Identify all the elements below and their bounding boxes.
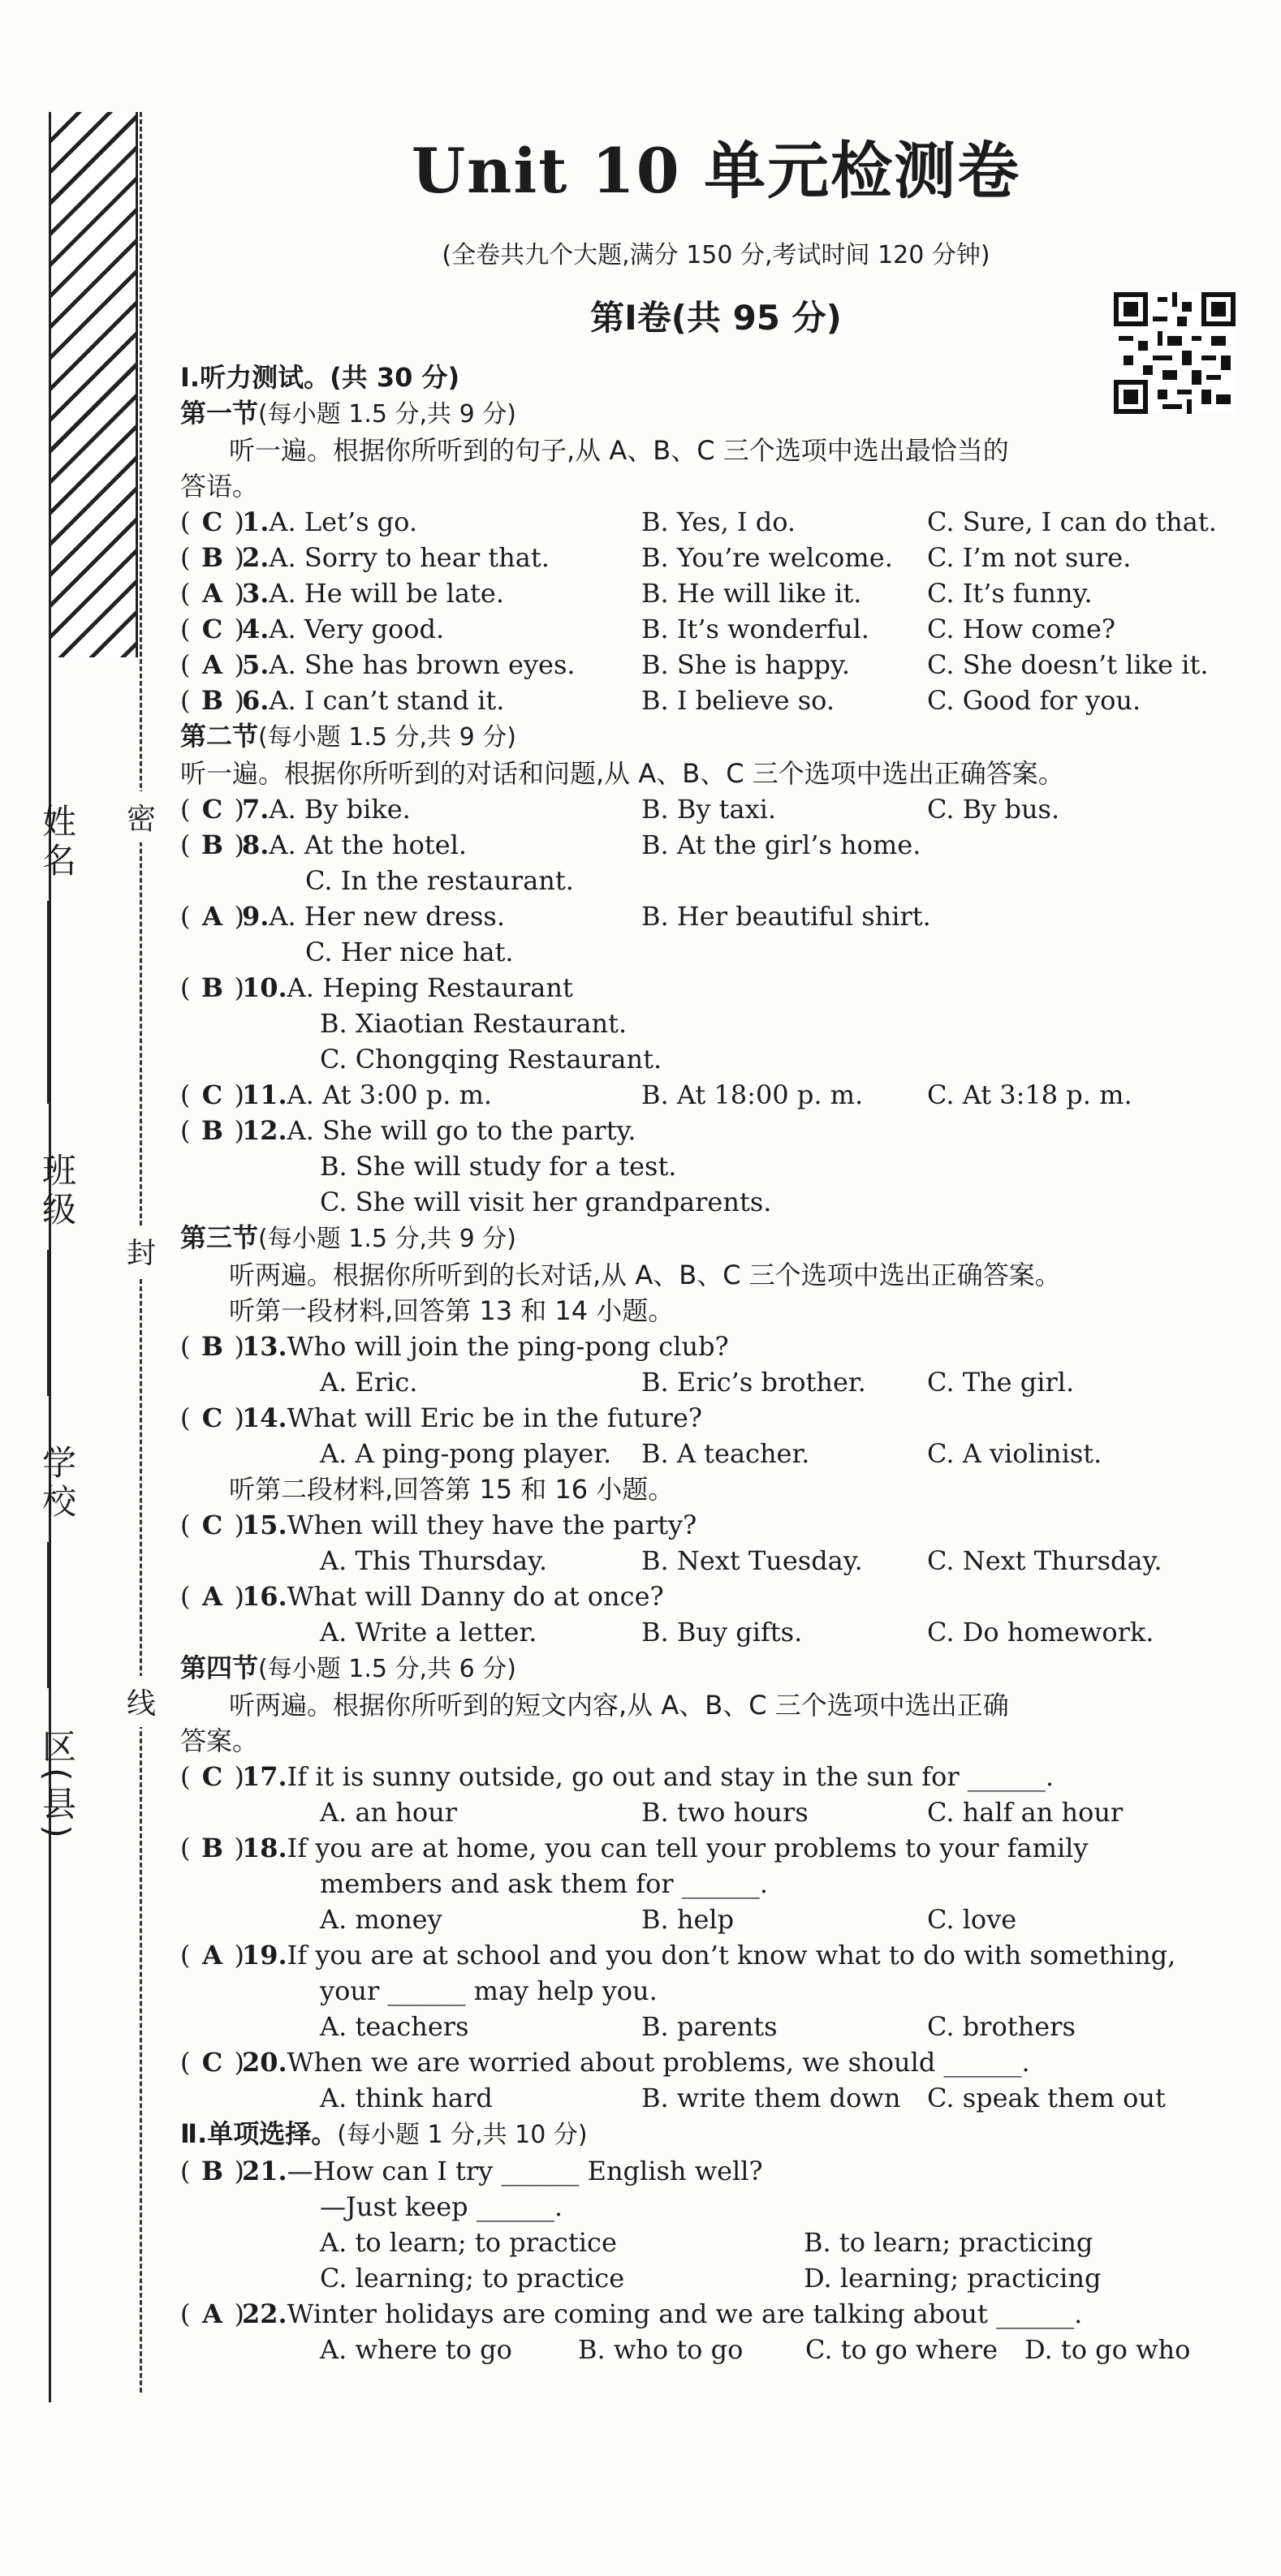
- s2-note: (每小题 1.5 分,共 9 分): [258, 723, 516, 752]
- question-19: ( A ) 19.If you are at school and you don’t know what to do with something,: [180, 1940, 1176, 1971]
- question-17-options: A. an hour B. two hours C. half an hour: [320, 1797, 1124, 1828]
- question-4: ( C ) 4.A. Very good. B. It’s wonderful. C. How come?: [180, 614, 1116, 644]
- question-22-options: A. where to go B. who to go C. to go where D. to go who: [320, 2334, 1191, 2365]
- question-16: ( A ) 16.What will Danny do at once?: [180, 1581, 664, 1612]
- question-10: ( B ) 10.A. Heping Restaurant: [180, 972, 573, 1003]
- question-18: ( B ) 18.If you are at home, you can tell your problems to your family: [180, 1833, 1089, 1863]
- name-blank: [47, 901, 50, 1104]
- class-label: 班级: [37, 1152, 77, 1230]
- question-19-options: A. teachers B. parents C. brothers: [320, 2011, 1076, 2042]
- exam-info: (全卷共九个大题,满分 150 分,考试时间 120 分钟): [442, 241, 990, 269]
- s3-note: (每小题 1.5 分,共 9 分): [258, 1225, 516, 1253]
- question-20: ( C ) 20.When we are worried about problems, we should ______.: [180, 2047, 1030, 2078]
- question-10-option-c: C. Chongqing Restaurant.: [320, 1044, 662, 1075]
- question-18-stem-cont: members and ask them for ______.: [320, 1868, 769, 1899]
- question-22: ( A ) 22.Winter holidays are coming and we are talking about ______.: [180, 2298, 1083, 2329]
- seal-mi: 密: [125, 791, 157, 842]
- question-8: ( B ) 8.A. At the hotel. B. At the girl’s home.: [180, 829, 921, 860]
- page-title: Unit 10 单元检测卷: [411, 135, 1021, 207]
- question-14: ( C ) 14.What will Eric be in the future?: [180, 1402, 703, 1433]
- question-6: ( B ) 6.A. I can’t stand it. B. I believe so. C. Good for you.: [180, 685, 1141, 716]
- question-14-options: A. A ping-pong player. B. A teacher. C. A violinist.: [320, 1438, 1102, 1469]
- seal-xian: 线: [125, 1676, 157, 1727]
- question-15-options: A. This Thursday. B. Next Tuesday. C. Next Thursday.: [320, 1545, 1162, 1576]
- question-13-options: A. Eric. B. Eric’s brother. C. The girl.: [320, 1367, 1075, 1398]
- question-8-option-c: C. In the restaurant.: [305, 865, 574, 896]
- question-9-option-c: C. Her nice hat.: [305, 937, 514, 967]
- question-21: ( B ) 21.—How can I try ______ English well?: [180, 2156, 763, 2186]
- s1-note: (每小题 1.5 分,共 9 分): [258, 400, 516, 429]
- question-9: ( A ) 9.A. Her new dress. B. Her beautiful shirt.: [180, 901, 931, 932]
- s3-instruction: 听两遍。根据你所听到的长对话,从 A、B、C 三个选项中选出正确答案。: [229, 1260, 1061, 1290]
- seal-feng: 封: [125, 1226, 157, 1277]
- question-21-stem-cont: —Just keep ______.: [320, 2191, 563, 2222]
- question-21-options-ab: A. to learn; to practice B. to learn; practicing: [320, 2227, 1093, 2258]
- class-blank: [47, 1250, 50, 1396]
- question-13: ( B ) 13.Who will join the ping-pong club?: [180, 1331, 729, 1362]
- question-15: ( C ) 15.When will they have the party?: [180, 1510, 697, 1540]
- s2-instruction: 听一遍。根据你所听到的对话和问题,从 A、B、C 三个选项中选出正确答案。: [180, 758, 1064, 789]
- question-7: ( C ) 7.A. By bike. B. By taxi. C. By bus.: [180, 794, 1060, 825]
- question-18-options: A. money B. help C. love: [320, 1904, 1017, 1935]
- question-12-option-b: B. She will study for a test.: [320, 1151, 677, 1182]
- s3-material-1: 听第一段材料,回答第 13 和 14 小题。: [229, 1295, 675, 1326]
- binding-hatch: [49, 112, 138, 657]
- s1-instruction-cont: 答语。: [180, 471, 259, 502]
- question-16-options: A. Write a letter. B. Buy gifts. C. Do homework.: [320, 1617, 1154, 1648]
- s3-material-2: 听第二段材料,回答第 15 和 16 小题。: [229, 1474, 675, 1505]
- part2-note: (每小题 1 分,共 10 分): [337, 2121, 588, 2149]
- question-1: ( C ) 1.A. Let’s go. B. Yes, I do. C. Sure, I can do that.: [180, 506, 1217, 537]
- question-20-options: A. think hard B. write them down C. speak them out: [320, 2083, 1166, 2113]
- s4-instruction-cont: 答案。: [180, 1725, 259, 1756]
- s4-title: 第四节: [180, 1652, 259, 1683]
- question-2: ( B ) 2.A. Sorry to hear that. B. You’re welcome. C. I’m not sure.: [180, 542, 1132, 573]
- question-11: ( C ) 11.A. At 3:00 p. m. B. At 18:00 p. m. C. At 3:18 p. m.: [180, 1079, 1132, 1110]
- s4-note: (每小题 1.5 分,共 6 分): [258, 1655, 516, 1683]
- question-21-options-cd: C. learning; to practice D. learning; practicing: [320, 2263, 1102, 2294]
- question-19-stem-cont: your ______ may help you.: [320, 1975, 658, 2006]
- question-3: ( A ) 3.A. He will be late. B. He will like it. C. It’s funny.: [180, 578, 1093, 609]
- question-10-option-b: B. Xiaotian Restaurant.: [320, 1008, 628, 1039]
- question-17: ( C ) 17.If it is sunny outside, go out and stay in the sun for ______.: [180, 1761, 1055, 1792]
- s1-title: 第一节: [180, 398, 259, 429]
- s1-instruction: 听一遍。根据你所听到的句子,从 A、B、C 三个选项中选出最恰当的: [229, 435, 1009, 466]
- name-label: 姓名: [37, 803, 77, 881]
- s3-title: 第三节: [180, 1222, 259, 1253]
- school-blank: [47, 1542, 50, 1688]
- volume-title: 第Ⅰ卷(共 95 分): [590, 298, 842, 338]
- exam-content: [180, 122, 1252, 2367]
- question-12: ( B ) 12.A. She will go to the party.: [180, 1115, 636, 1146]
- s4-instruction: 听两遍。根据你所听到的短文内容,从 A、B、C 三个选项中选出正确: [229, 1690, 1009, 1721]
- part1-title: Ⅰ.听力测试。(共 30 分): [180, 362, 460, 393]
- s2-title: 第二节: [180, 721, 259, 752]
- part2-title: Ⅱ.单项选择。: [180, 2118, 338, 2149]
- question-12-option-c: C. She will visit her grandparents.: [320, 1187, 772, 1217]
- school-label: 学校: [37, 1445, 77, 1523]
- question-5: ( A ) 5.A. She has brown eyes. B. She is happy. C. She doesn’t like it.: [180, 649, 1209, 680]
- district-label: 区(县): [37, 1729, 77, 1843]
